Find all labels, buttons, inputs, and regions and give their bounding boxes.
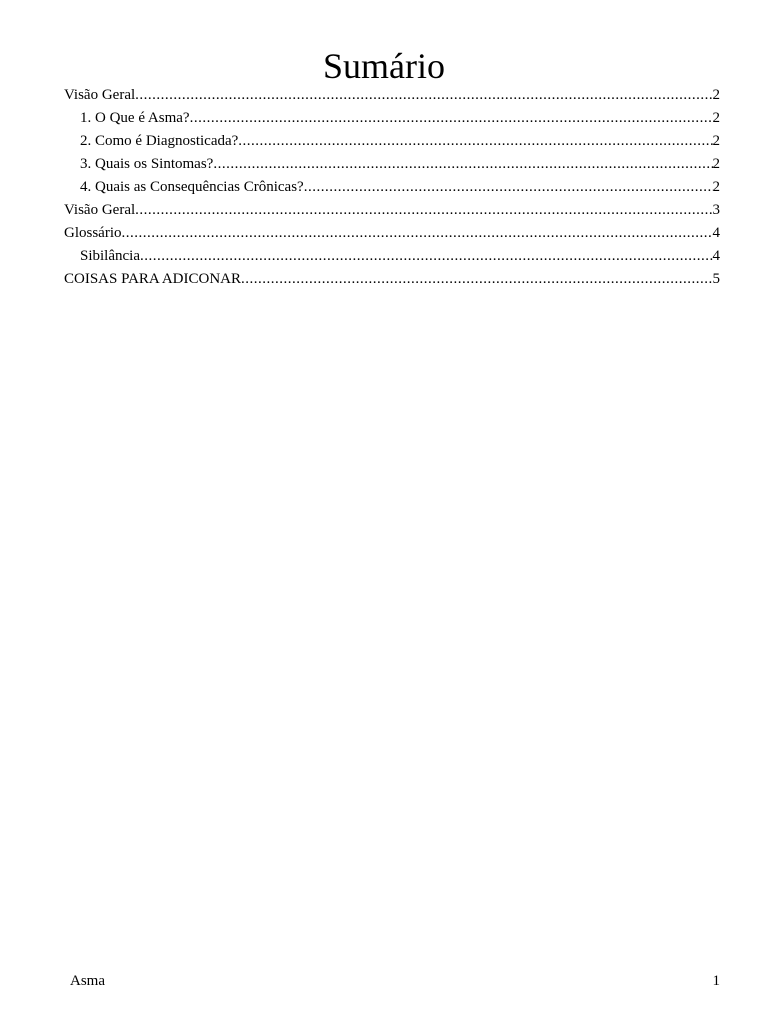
toc-entry[interactable] <box>64 222 720 245</box>
toc-dot-leader <box>190 107 713 130</box>
toc-entry-page: 2 <box>712 179 720 195</box>
toc-entry-label: 4. Quais as Consequências Crônicas? <box>80 179 304 195</box>
toc-entry-page: 2 <box>712 156 720 172</box>
page-title: Sumário <box>323 46 445 86</box>
toc-dot-leader <box>122 222 713 245</box>
table-of-contents <box>64 84 720 291</box>
toc-entry-page: 2 <box>712 133 720 149</box>
footer-document-name: Asma <box>70 973 105 989</box>
toc-entry-page: 4 <box>712 225 720 241</box>
footer-page-number: 1 <box>712 973 720 989</box>
toc-entry[interactable] <box>64 107 720 130</box>
toc-dot-leader <box>238 130 712 153</box>
toc-entry-label: 3. Quais os Sintomas? <box>80 156 214 172</box>
toc-entry-label: Visão Geral <box>64 87 136 103</box>
toc-dot-leader <box>140 245 713 268</box>
toc-entry[interactable] <box>64 84 720 107</box>
toc-entry-page: 5 <box>712 271 720 287</box>
toc-entry-page: 2 <box>712 87 720 103</box>
toc-dot-leader <box>304 176 713 199</box>
toc-entry-page: 3 <box>712 202 720 218</box>
toc-entry[interactable] <box>64 130 720 153</box>
toc-dot-leader <box>241 268 713 291</box>
toc-entry[interactable] <box>64 199 720 222</box>
toc-entry-page: 4 <box>712 248 720 264</box>
toc-entry[interactable] <box>64 153 720 176</box>
toc-dot-leader <box>135 199 712 222</box>
toc-entry-label: 2. Como é Diagnosticada? <box>80 133 239 149</box>
toc-entry-label: COISAS PARA ADICONAR <box>64 271 241 287</box>
toc-entry-page: 2 <box>712 110 720 126</box>
toc-dot-leader <box>213 153 712 176</box>
toc-entry[interactable] <box>64 268 720 291</box>
toc-entry-label: Visão Geral <box>64 202 136 218</box>
toc-entry-label: Sibilância <box>80 248 140 264</box>
toc-entry-label: Glossário <box>64 225 122 241</box>
toc-entry[interactable] <box>64 176 720 199</box>
toc-entry-label: 1. O Que é Asma? <box>80 110 190 126</box>
toc-dot-leader <box>135 84 712 107</box>
toc-entry[interactable] <box>64 245 720 268</box>
